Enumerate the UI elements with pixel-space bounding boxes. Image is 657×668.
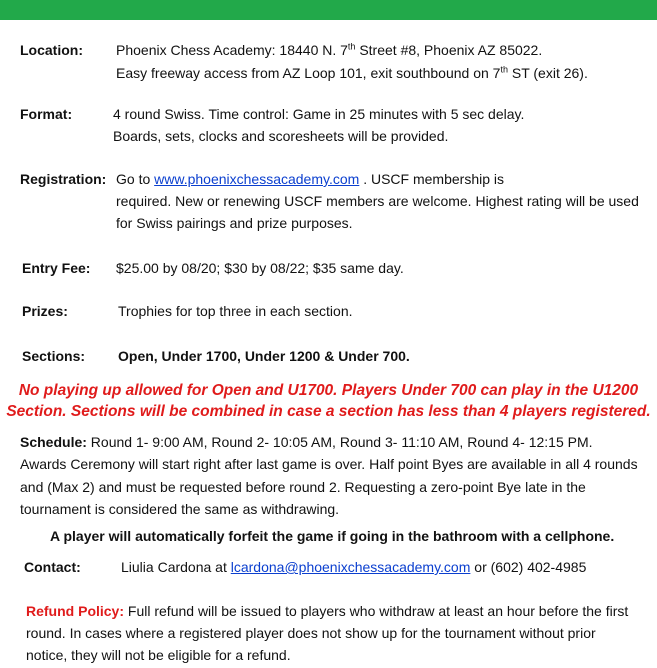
prizes-value: Trophies for top three in each section.	[118, 303, 353, 319]
registration-line-1: Go to www.phoenixchessacademy.com . USCF membership is	[116, 171, 505, 187]
notice-line-1: No playing up allowed for Open and U1700. Players Under 700 can play in the U1200	[18, 382, 639, 399]
schedule-line-2: Awards Ceremony will start right after last game is over. Half point Byes are available in all 4 rounds	[20, 456, 638, 472]
format-label: Format:	[20, 106, 73, 122]
refund-label: Refund Policy:	[26, 603, 125, 619]
email-link[interactable]: lcardona@phoenixchessacademy.com	[230, 559, 471, 575]
registration-line-3: for Swiss pairings and prize purposes.	[116, 215, 353, 231]
entry-fee-label: Entry Fee:	[22, 260, 91, 276]
forfeit-notice: A player will automatically forfeit the game if going in the bathroom with a cellphone.	[50, 528, 615, 544]
prizes-label: Prizes:	[22, 303, 68, 319]
schedule-line-4: tournament is considered the same as withdrawing.	[20, 501, 340, 517]
location-line-2: Easy freeway access from AZ Loop 101, exit southbound on 7th ST (exit 26).	[116, 64, 588, 81]
format-line-1: 4 round Swiss. Time control: Game in 25 minutes with 5 sec delay.	[113, 106, 525, 122]
location-line-1: Phoenix Chess Academy: 18440 N. 7th Street #8, Phoenix AZ 85022.	[116, 41, 543, 58]
refund-line-3: notice, they will not be eligible for a refund.	[26, 647, 291, 663]
registration-line-2: required. New or renewing USCF members are welcome. Highest rating will be used	[116, 193, 639, 209]
sections-value: Open, Under 1700, Under 1200 & Under 700.	[118, 348, 410, 364]
format-line-2: Boards, sets, clocks and scoresheets will be provided.	[113, 128, 449, 144]
notice-line-2: Section. Sections will be combined in case a section has less than 4 players registered.	[6, 403, 651, 420]
website-link[interactable]: www.phoenixchessacademy.com	[154, 171, 360, 187]
location-label: Location:	[20, 42, 83, 58]
schedule-line-3: and (Max 2) and must be requested before round 2. Requesting a zero-point Bye late in the	[20, 479, 586, 495]
refund-line-2: round. In cases where a registered player does not show up for the tournament without prior	[26, 625, 596, 641]
schedule-line-1: Schedule: Round 1- 9:00 AM, Round 2- 10:05 AM, Round 3- 11:10 AM, Round 4- 12:15 PM.	[20, 434, 593, 450]
schedule-label: Schedule:	[20, 434, 87, 450]
contact-label: Contact:	[24, 559, 81, 575]
refund-line-1: Refund Policy: Full refund will be issued to players who withdraw at least an hour before the first	[26, 603, 629, 619]
sections-label: Sections:	[22, 348, 86, 364]
contact-value: Liulia Cardona at lcardona@phoenixchessacademy.com or (602) 402-4985	[121, 559, 587, 575]
registration-label: Registration:	[20, 171, 107, 187]
header-bar	[0, 0, 657, 20]
entry-fee-value: $25.00 by 08/20; $30 by 08/22; $35 same day.	[116, 260, 404, 276]
